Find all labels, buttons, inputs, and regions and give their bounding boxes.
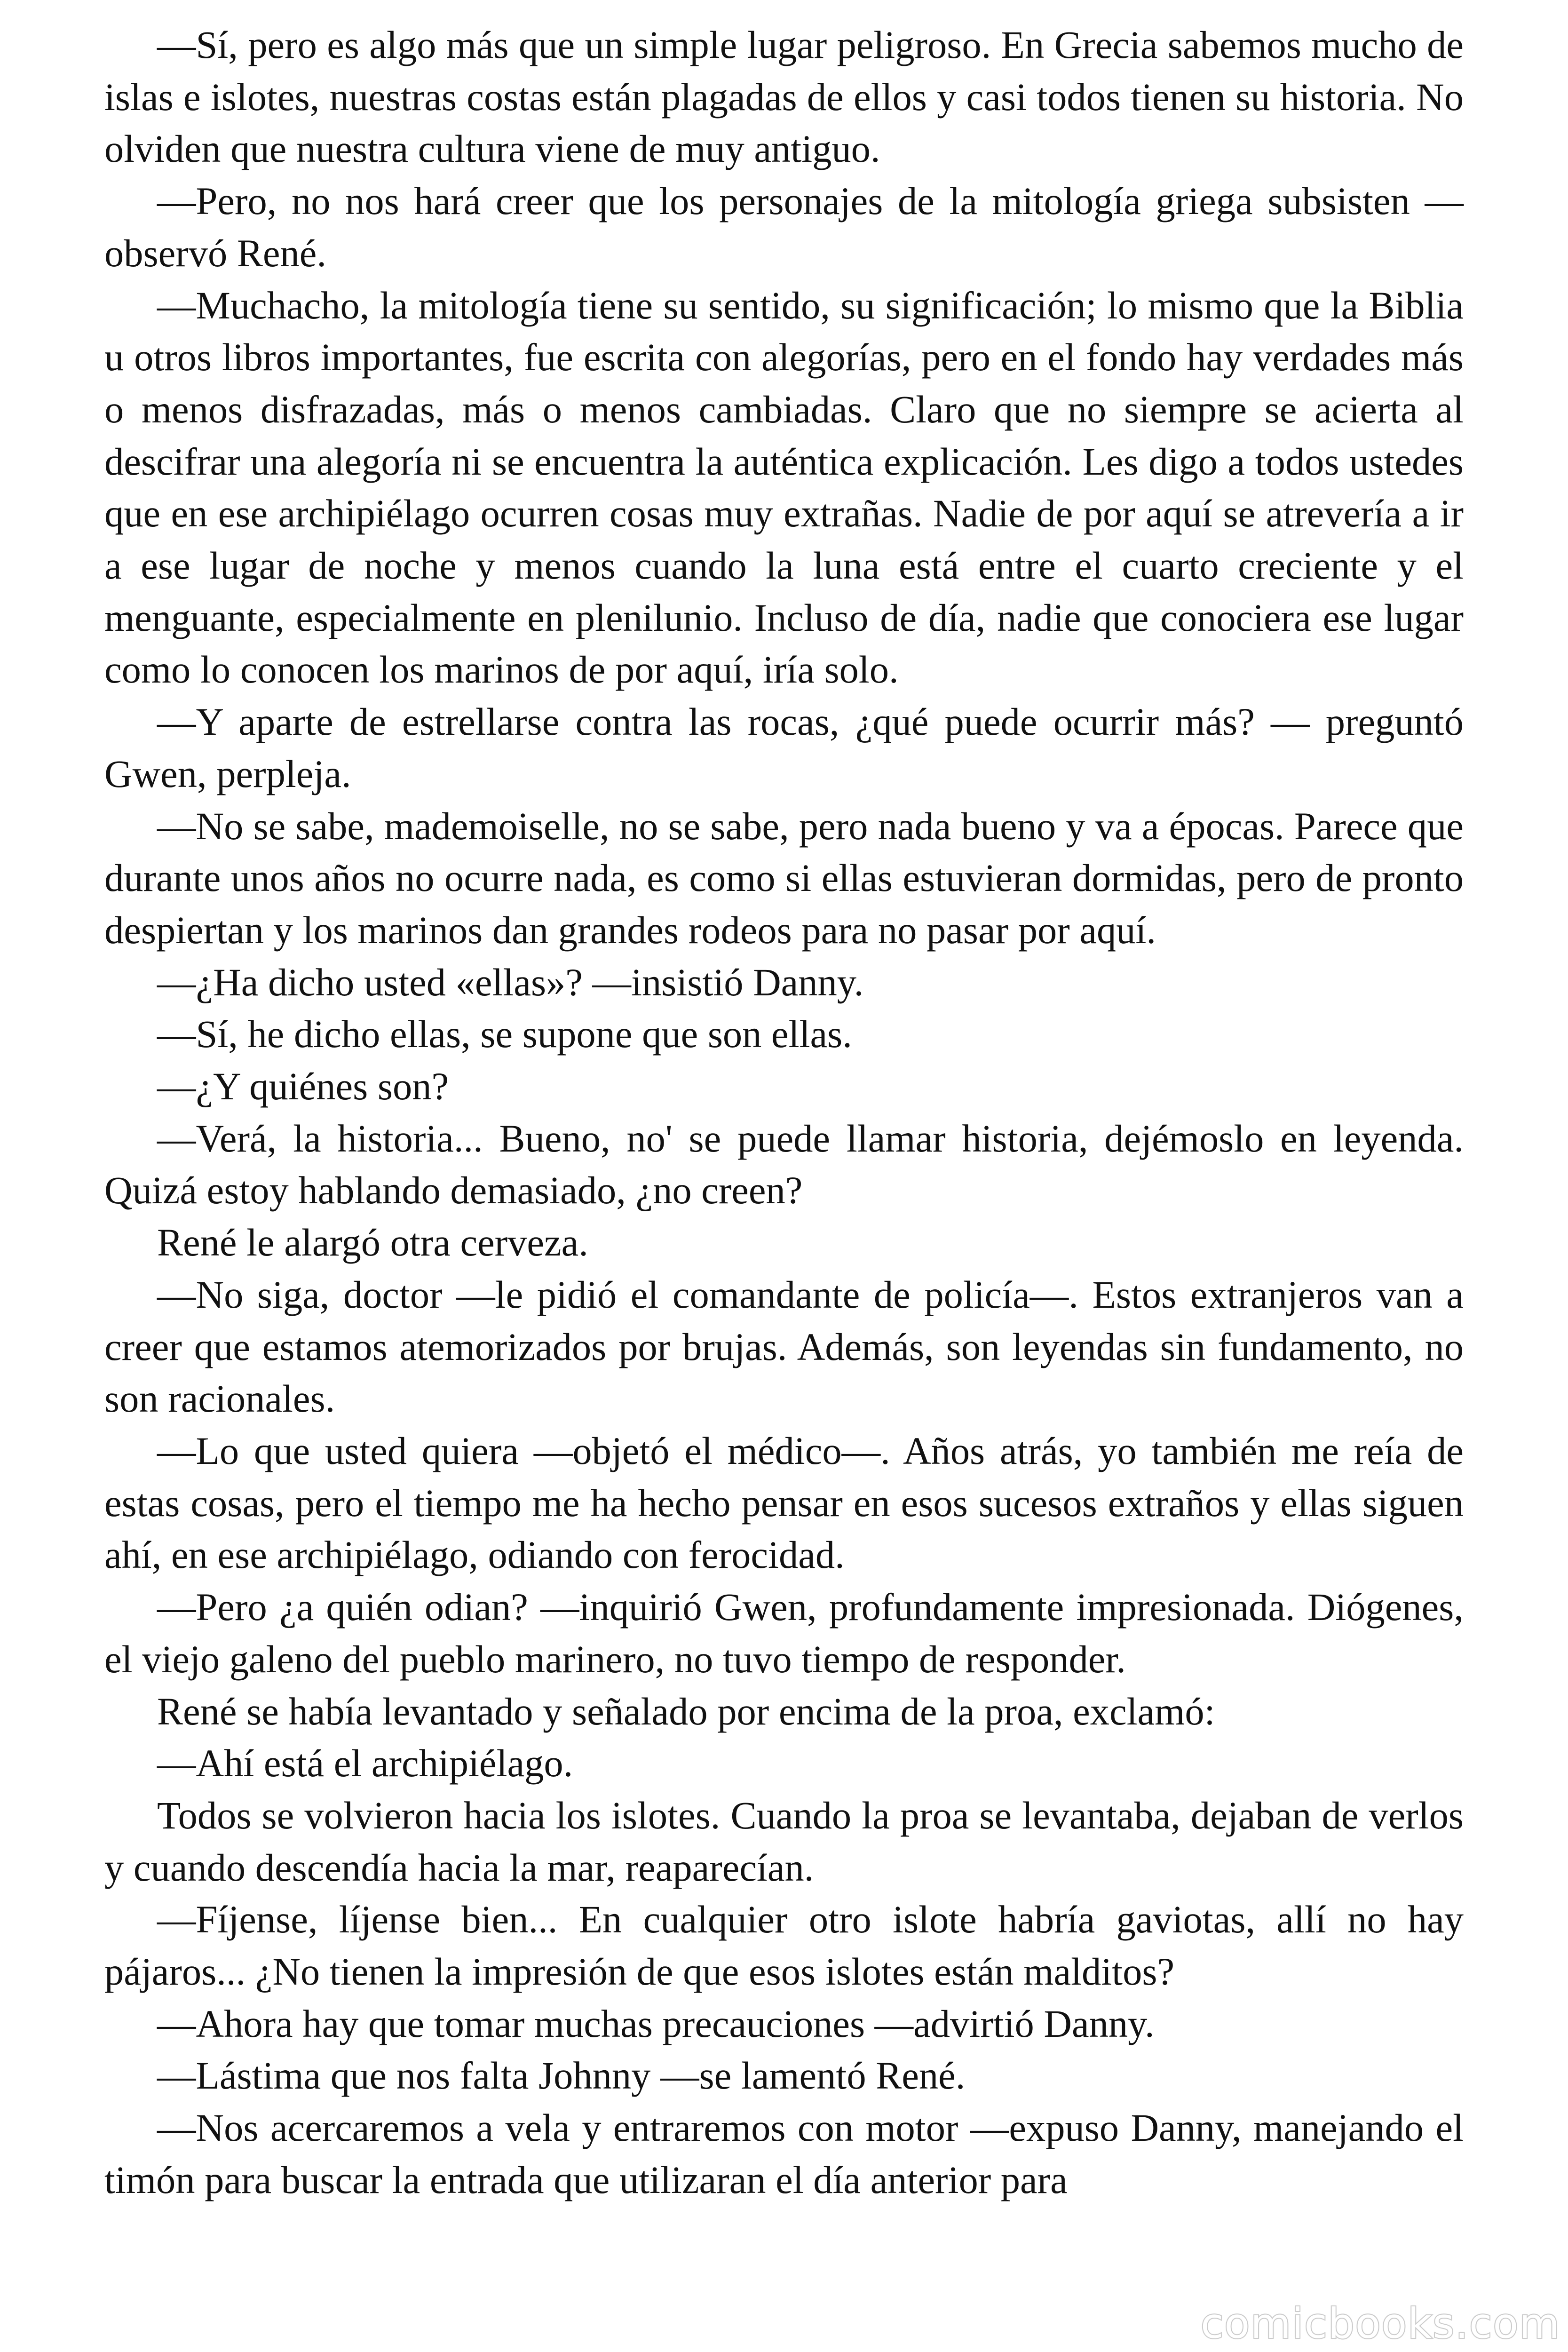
paragraph-2: —Pero, no nos hará creer que los personajes de la mitología griega subsisten — observó René. — [104, 179, 1464, 275]
paragraph-9: —Verá, la historia... Bueno, no' se puede llamar historia, dejémoslo en leyenda. Quizá estoy hablando demasiado, ¿no creen? — [104, 1116, 1464, 1212]
paragraph-11: —No siga, doctor —le pidió el comandante de policía—. Estos extranjeros van a creer que estamos atemorizados por brujas. Además, son leyendas sin fundamento, no son racionales. — [104, 1272, 1464, 1421]
paragraph-16: Todos se volvieron hacia los islotes. Cuando la proa se levantaba, dejaban de verlos y cuando descendía hacia la mar, reaparecían. — [104, 1793, 1464, 1889]
paragraph-1: —Sí, pero es algo más que un simple lugar peligroso. En Grecia sabemos mucho de islas e islotes, nuestras costas están plagadas de ellos y casi todos tienen su historia. No olviden que nuestra cultura viene de muy antiguo. — [104, 23, 1464, 171]
paragraph-10: René le alargó otra cerveza. — [157, 1221, 588, 1264]
book-page — [104, 19, 1464, 2206]
paragraph-7: —Sí, he dicho ellas, se supone que son ellas. — [157, 1012, 852, 1056]
paragraph-13: —Pero ¿a quién odian? —inquirió Gwen, profundamente impresionada. Diógenes, el viejo galeno del pueblo marinero, no tuvo tiempo de responder. — [104, 1585, 1464, 1681]
paragraph-14: René se había levantado y señalado por encima de la proa, exclamó: — [157, 1689, 1215, 1733]
paragraph-8: —¿Y quiénes son? — [157, 1065, 449, 1108]
paragraph-12: —Lo que usted quiera —objetó el médico—. Años atrás, yo también me reía de estas cosas, pero el tiempo me ha hecho pensar en esos sucesos extraños y ellas siguen ahí, en ese archipiélago, odiando con ferocidad. — [104, 1429, 1464, 1577]
watermark: comicbooks.com — [1200, 2299, 1560, 2348]
paragraph-17: —Fíjense, líjense bien... En cualquier otro islote habría gaviotas, allí no hay pájaros... ¿No tienen la impresión de que esos islotes están malditos? — [104, 1898, 1464, 1994]
paragraph-18: —Ahora hay que tomar muchas precauciones —advirtió Danny. — [157, 2002, 1155, 2045]
paragraph-3: —Muchacho, la mitología tiene su sentido, su significación; lo mismo que la Biblia u otros libros importantes, fue escrita con alegorías, pero en el fondo hay verdades más o menos disfrazadas, más o menos cambiadas. Claro que no siempre se acierta al descifrar una alegoría ni se encuentra la auténtica explicación. Les digo a todos ustedes que en ese archipiélago ocurren cosas muy extrañas. Nadie de por aquí se atrevería a ir a ese lugar de noche y menos cuando la luna está entre el cuarto creciente y el menguante, especialmente en plenilunio. Incluso de día, nadie que conociera ese lugar como lo conocen los marinos de por aquí, iría solo. — [104, 283, 1464, 691]
paragraph-20: —Nos acercaremos a vela y entraremos con motor —expuso Danny, manejando el timón para buscar la entrada que utilizaran el día anterior para — [104, 2106, 1464, 2201]
paragraph-5: —No se sabe, mademoiselle, no se sabe, pero nada bueno y va a épocas. Parece que durante unos años no ocurre nada, es como si ellas estuvieran dormidas, pero de pronto despiertan y los marinos dan grandes rodeos para no pasar por aquí. — [104, 804, 1464, 952]
paragraph-15: —Ahí está el archipiélago. — [157, 1741, 573, 1785]
paragraph-19: —Lástima que nos falta Johnny —se lamentó René. — [157, 2054, 966, 2098]
paragraph-4: —Y aparte de estrellarse contra las rocas, ¿qué puede ocurrir más? — preguntó Gwen, perpleja. — [104, 700, 1464, 795]
paragraph-6: —¿Ha dicho usted «ellas»? —insistió Danny. — [157, 960, 864, 1004]
